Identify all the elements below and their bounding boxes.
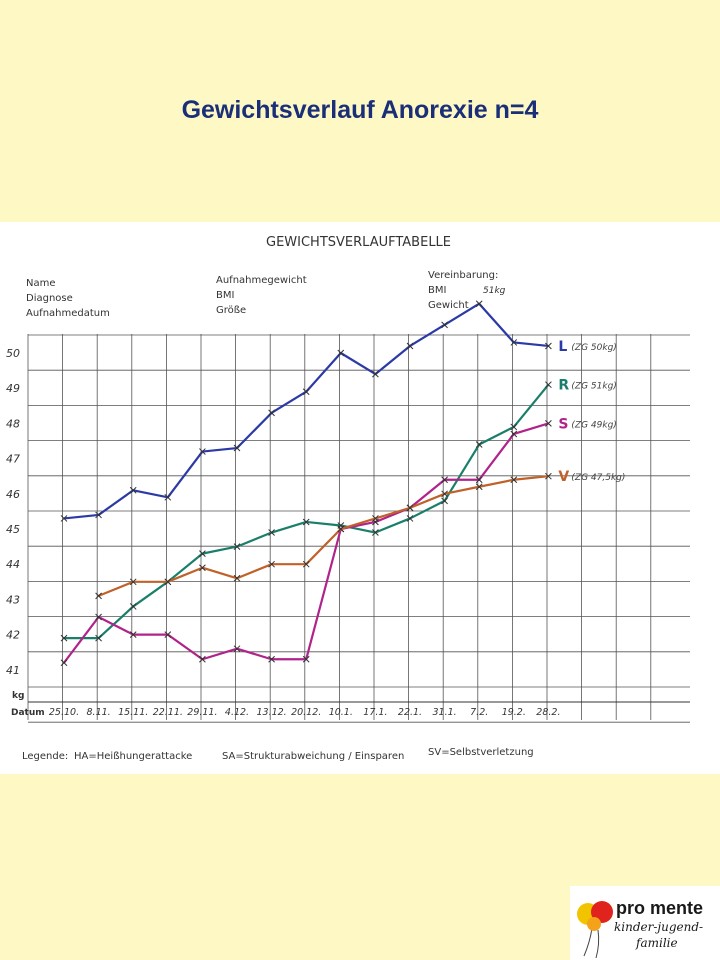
field-bmi-target: BMI [428,285,447,296]
series-label: L [558,338,568,355]
weight-chart-scan [0,222,720,774]
field-bmi: BMI [216,290,235,301]
y-tick-label: 45 [6,523,20,536]
slide-title: Gewichtsverlauf Anorexie n=4 [181,96,539,124]
x-tick-label: 15.11. [118,707,149,718]
series-r [61,378,617,641]
y-tick-labels [6,347,20,677]
series-line [64,304,548,519]
x-tick-label: 10.1. [328,707,353,718]
weight-chart [0,222,720,774]
legend-sv: SV=Selbstverletzung [428,747,534,758]
field-groesse: Größe [216,305,247,316]
series-label: V [558,469,570,486]
logo-line-3: familie [636,936,678,950]
x-tick-label: 20.12. [291,707,322,718]
series-label: R [558,377,570,394]
x-tick-label: 25.10. [48,707,80,718]
balloons-icon [572,890,618,960]
x-tick-label: 22.1. [397,707,423,718]
x-tick-label: 17.1. [363,707,388,718]
y-tick-label: 47 [6,452,20,466]
legend-ha: HA=Heißhungerattacke [74,751,193,762]
data-point [61,660,67,666]
field-aufnahmedatum: Aufnahmedatum [26,308,110,319]
legend-label: Legende: [22,751,69,762]
y-tick-label: 46 [6,487,20,501]
legend-sa: SA=Strukturabweichung / Einsparen [222,751,405,762]
x-tick-label: 29.11. [187,707,218,718]
y-tick-label: 44 [6,558,20,572]
y-tick-label: 49 [6,382,20,396]
y-tick-label: 48 [6,417,20,431]
series-lines [61,301,625,666]
y-tick-label: 41 [6,663,20,677]
series-goal: (ZG 51kg) [571,381,617,392]
x-tick-label: 13.12. [256,707,287,718]
x-tick-label: 31.1. [432,707,457,718]
series-l [61,301,617,522]
x-tick-label: 19.2. [501,707,526,718]
x-tick-label: 7.2. [470,707,489,718]
x-tick-label: 22.11. [152,707,183,718]
data-point [130,603,136,609]
series-goal: (ZG 47,5kg) [571,473,626,484]
x-tick-labels [49,707,561,718]
field-gewicht-target: Gewicht [428,300,469,311]
table-title: GEWICHTSVERLAUFTABELLE [266,235,452,250]
x-tick-label: 4.12. [224,707,250,718]
series-goal: (ZG 49kg) [571,420,617,431]
pro-mente-logo [570,886,720,960]
series-s [61,416,617,665]
logo-line-1: pro mente [616,898,704,918]
y-tick-label: 43 [6,593,20,607]
logo-line-2: kinder-jugend- [614,920,704,934]
y-tick-label: 50 [6,347,20,360]
goal-note: 51kg [483,286,506,296]
series-label: S [558,416,569,433]
x-tick-label: 8.11. [86,707,111,718]
field-name: Name [26,278,56,289]
field-aufnahmegewicht: Aufnahmegewicht [216,275,307,286]
series-line [64,423,548,662]
field-diagnose: Diagnose [26,293,73,304]
kg-label: kg [12,691,25,701]
data-point [545,382,551,388]
y-tick-label: 42 [6,628,20,642]
series-goal: (ZG 50kg) [571,342,617,353]
datum-label: Datum [11,708,45,718]
x-tick-label: 28.2. [536,707,561,718]
field-vereinbarung: Vereinbarung: [428,270,499,281]
